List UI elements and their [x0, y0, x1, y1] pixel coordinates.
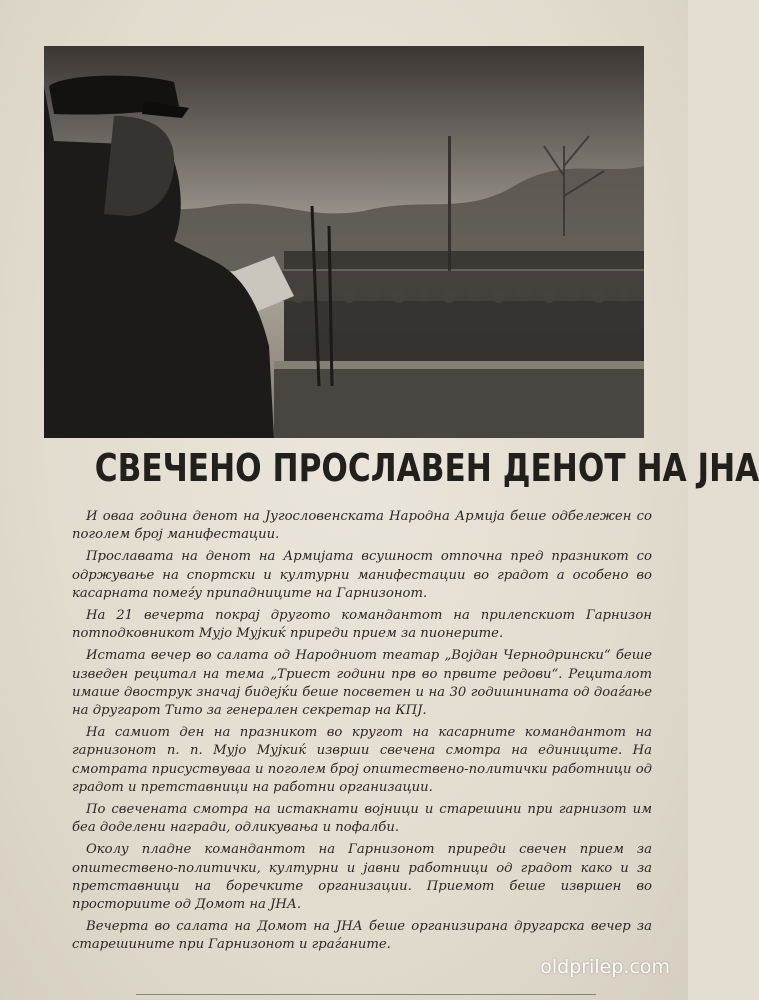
watermark: oldprilep.com: [540, 956, 670, 978]
article-paragraph: На самиот ден на празникот во кругот на касарните командантот на гарнизонот п. п. Мујо Мујкиќ изврши свечена смотра на единиците. На смотрата присуствуваа и поголем број општествено-политички работници од градот и претставници на работни организации.: [72, 725, 652, 795]
article-paragraph: Истата вечер во салата од Народниот театар „Војдан Чернодрински“ беше изведен рецитал на тема „Триест години прв во првите редови“. Рециталот имаше двострук значај бидејќи беше посветен и на 30 годишнината од доаѓање на другарот Тито за генерален секретар на КПЈ.: [72, 648, 652, 719]
article-paragraph: На 21 вечерта покрај другото командантот на прилепскиот Гарнизон потподковникот Мујо Мујкиќ приреди прием за пионерите.: [72, 608, 652, 642]
parade-photo-illustration: [44, 46, 644, 438]
article-paragraph: Околу пладне командантот на Гарнизонот приреди свечен прием за општествено-политички, културни и јавни работници од градот како и за претставници на боречките организации. Приемот беше извршен во просториите од Домот на ЈНА.: [72, 842, 652, 913]
article-paragraph: Прославата на денот на Армијата всушност отпочна пред празникот со одржување на спортски и културни манифестации во градот а особено во касарната помеѓу припадниците на Гарнизонот.: [72, 549, 652, 601]
article-body: [72, 508, 652, 959]
headline: СВЕЧЕНО ПРОСЛАВЕН ДЕНОТ НА ЈНА: [94, 446, 759, 490]
article-paragraph: По свечената смотра на истакнати војници и старешини при гарнизот им беа доделени награди, одликувања и пофалби.: [72, 802, 652, 836]
parade-photo: [44, 46, 644, 438]
article-paragraph: Вечерта во салата на Домот на ЈНА беше организирана другарска вечер за старешините при Гарнизонот и граѓаните.: [72, 919, 652, 953]
bottom-divider: [136, 994, 596, 995]
article-paragraph: И оваа година денот на Југословенската Народна Армија беше одбележен со поголем број манифестации.: [72, 509, 652, 543]
